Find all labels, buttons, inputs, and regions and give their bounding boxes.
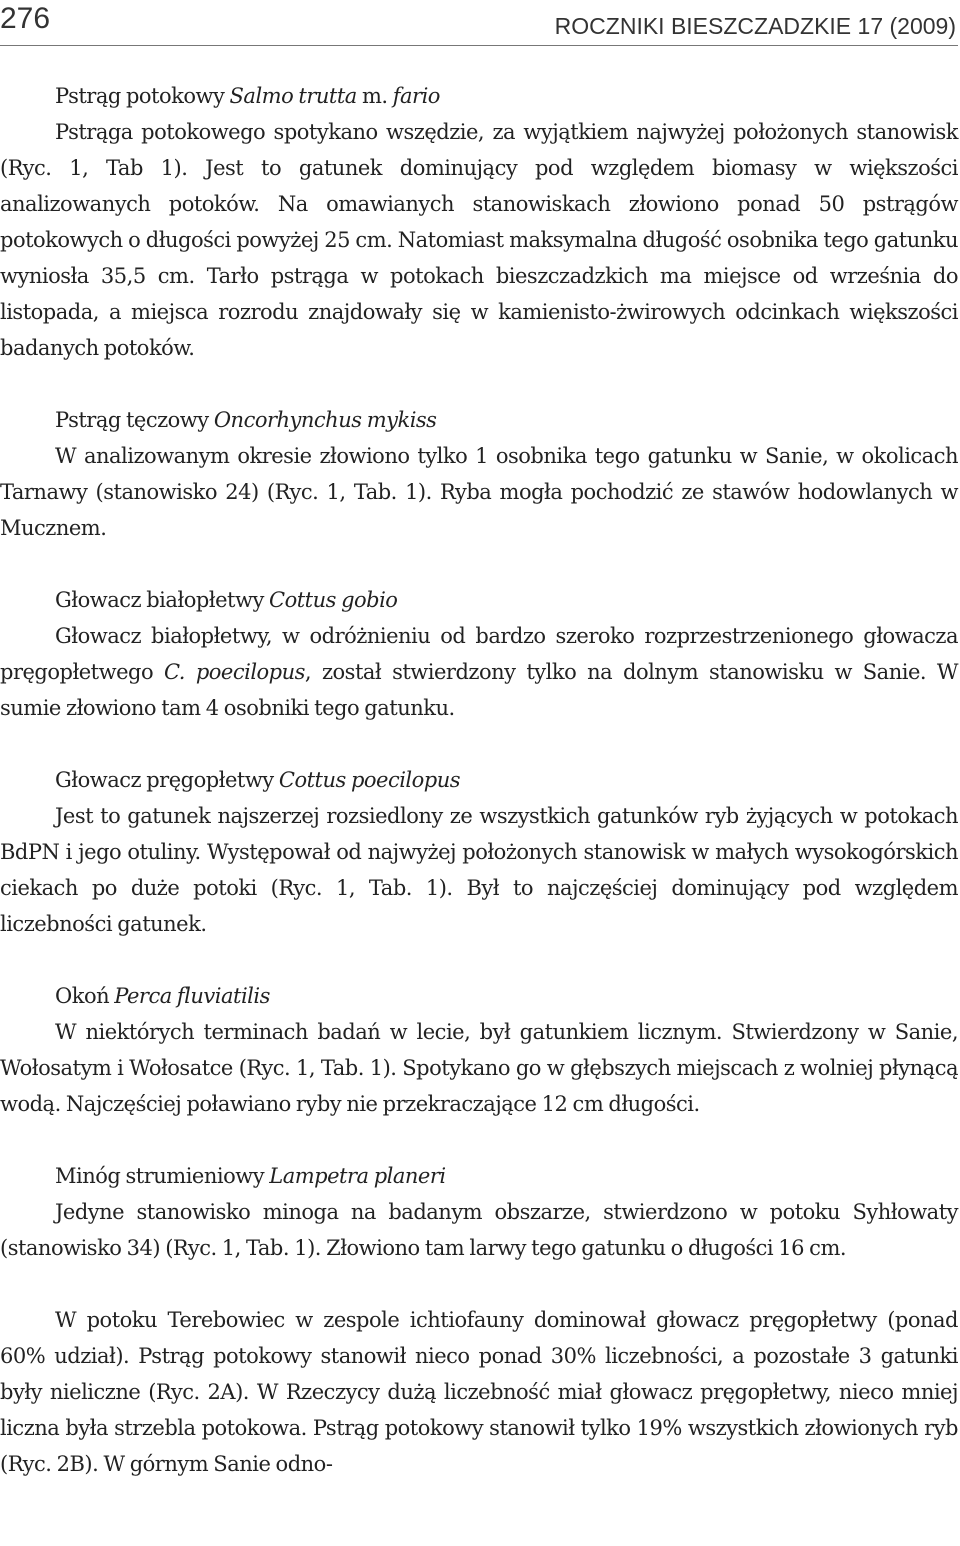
header-rule <box>0 45 958 46</box>
species-name: Pstrąg potokowy <box>55 84 225 108</box>
species-latin-name: Salmo trutta <box>229 84 357 108</box>
section-title <box>0 762 958 798</box>
species-latin-name: Perca fluviatilis <box>114 984 270 1008</box>
species-name: Głowacz pręgopłetwy <box>55 768 274 792</box>
section-brook-lamprey <box>0 1158 958 1266</box>
section-perch <box>0 978 958 1122</box>
section-title <box>0 582 958 618</box>
species-name: Okoń <box>55 984 110 1008</box>
section-title <box>0 402 958 438</box>
section-paragraph: W analizowanym okresie złowiono tylko 1 osobnika tego gatunku w Sanie, w okolicach Tarnawy (stanowisko 24) (Ryc. 1, Tab. 1). Ryba mogła pochodzić ze stawów hodowlanych w Mucznem. <box>0 444 958 540</box>
section-paragraph: Jest to gatunek najszerzej rozsiedlony ze wszystkich gatunków ryb żyjących w potokach BdPN i jego otuliny. Występował od najwyżej położonych stanowisk w małych wysokogórskich ciekach po duże potoki (Ryc. 1, Tab. 1). Był to najczęściej dominujący pod względem liczebności gatunek. <box>0 804 958 936</box>
section-title <box>0 1158 958 1194</box>
body-text <box>0 78 958 1518</box>
species-name: Pstrąg tęczowy <box>55 408 209 432</box>
inline-latin-name: C. poecilopus <box>163 660 305 684</box>
section-rainbow-trout <box>0 402 958 546</box>
paragraph-text: , został stwierdzony tylko na dolnym stanowisku w Sanie. W sumie złowiono tam 4 osobniki tego gatunku. <box>0 660 958 720</box>
running-head: ROCZNIKI BIESZCZADZKIE 17 (2009) <box>554 13 956 39</box>
species-latin-subspecies: fario <box>392 84 440 108</box>
section-paragraph: W potoku Terebowiec w zespole ichtiofauny dominował głowacz pręgopłetwy (ponad 60% udział). Pstrąg potokowy stanowił nieco ponad 30% liczebności, a pozostałe 3 gatunki były nieliczne (Ryc. 2A). W Rzeczycy dużą liczebność miał głowacz pręgopłetwy, nieco mniej liczna była strzebla potokowa. Pstrąg potokowy stanowił tylko 19% wszystkich złowionych ryb (Ryc. 2B). W górnym Sanie odno- <box>0 1308 958 1476</box>
section-paragraph: Jedyne stanowisko minoga na badanym obszarze, stwierdzono w potoku Syhłowaty (stanowisko 34) (Ryc. 1, Tab. 1). Złowiono tam larwy tego gatunku o długości 16 cm. <box>0 1200 958 1260</box>
section-paragraph: W niektórych terminach badań w lecie, był gatunkiem licznym. Stwierdzony w Sanie, Wołosatym i Wołosatce (Ryc. 1, Tab. 1). Spotykano go w głębszych miejscach z wolniej płynącą wodą. Najczęściej poławiano ryby nie przekraczające 12 cm długości. <box>0 1020 958 1116</box>
section-alpine-bullhead <box>0 762 958 942</box>
species-name: Minóg strumieniowy <box>55 1164 265 1188</box>
species-latin-connector: m. <box>356 84 393 108</box>
section-title <box>0 978 958 1014</box>
section-title <box>0 78 958 114</box>
species-name: Głowacz białopłetwy <box>55 588 264 612</box>
section-terebowiec <box>0 1302 958 1482</box>
section-paragraph <box>0 618 958 726</box>
section-bullhead <box>0 582 958 726</box>
page-number: 276 <box>0 2 51 35</box>
page-header <box>0 0 958 48</box>
species-latin-name: Oncorhynchus mykiss <box>213 408 437 432</box>
species-latin-name: Cottus gobio <box>269 588 398 612</box>
section-paragraph: Pstrąga potokowego spotykano wszędzie, za wyjątkiem najwyżej położonych stanowisk (Ryc. 1, Tab 1). Jest to gatunek dominujący pod względem biomasy w większości analizowanych potoków. Na omawianych stanowiskach złowiono ponad 50 pstrągów potokowych o długości powyżej 25 cm. Natomiast maksymalna długość osobnika tego gatunku wyniosła 35,5 cm. Tarło pstrąga w potokach bieszczadzkich ma miejsce od września do listopada, a miejsca rozrodu znajdowały się w kamienisto-żwirowych odcinkach większości badanych potoków. <box>0 120 958 360</box>
section-brown-trout <box>0 78 958 366</box>
paragraph-text: Głowacz białopłetwy, w odróżnieniu od bardzo szeroko rozprzestrzenionego głowacza pręgopłetwego <box>0 624 958 684</box>
species-latin-name: Cottus poecilopus <box>278 768 461 792</box>
species-latin-name: Lampetra planeri <box>269 1164 446 1188</box>
